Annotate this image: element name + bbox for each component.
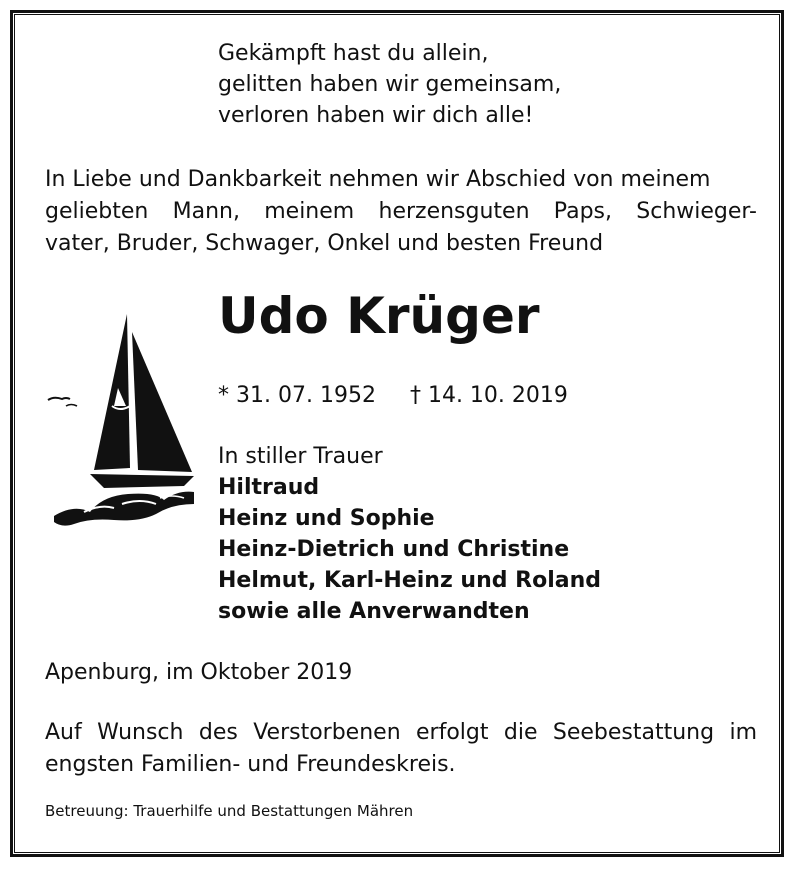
birth-date: * 31. 07. 1952 — [218, 383, 376, 408]
seagull-icon — [48, 398, 70, 400]
burial-line: engsten Familien- und Freundeskreis. — [45, 752, 456, 777]
intro-line: vater, Bruder, Schwager, Onkel und besten Freund — [45, 231, 604, 256]
poem — [218, 38, 561, 131]
burial-line: Auf Wunsch des Verstorbenen erfolgt die Seebestattung im — [45, 720, 757, 745]
deceased-name: Udo Krüger — [218, 287, 540, 345]
burial-note — [45, 717, 757, 781]
funeral-home-credit: Betreuung: Trauerhilfe und Bestattungen Mähren — [45, 802, 414, 820]
intro-line: geliebten Mann, meinem herzensguten Paps, Schwieger- — [45, 199, 757, 224]
mourner-name: sowie alle Anverwandten — [218, 599, 530, 624]
intro-line: In Liebe und Dankbarkeit nehmen wir Abschied von meinem — [45, 167, 711, 192]
life-dates — [218, 380, 568, 412]
poem-line: Gekämpft hast du allein, — [218, 41, 489, 66]
poem-line: verloren haben wir dich alle! — [218, 103, 534, 128]
mourner-name: Heinz und Sophie — [218, 506, 435, 531]
mourning-heading: In stiller Trauer — [218, 444, 383, 469]
main-sail — [94, 314, 130, 470]
hull — [90, 474, 194, 488]
sailboat-icon — [44, 308, 196, 530]
place-date: Apenburg, im Oktober 2019 — [45, 660, 353, 685]
intro-text — [45, 164, 757, 260]
mourner-name: Hiltraud — [218, 475, 320, 500]
mourning-block — [218, 441, 601, 627]
death-date: † 14. 10. 2019 — [409, 383, 568, 408]
seagull-icon — [66, 405, 77, 407]
poem-line: gelitten haben wir gemeinsam, — [218, 72, 562, 97]
mourner-name: Heinz-Dietrich und Christine — [218, 537, 570, 562]
mourner-name: Helmut, Karl-Heinz und Roland — [218, 568, 601, 593]
jib-sail — [132, 332, 192, 472]
